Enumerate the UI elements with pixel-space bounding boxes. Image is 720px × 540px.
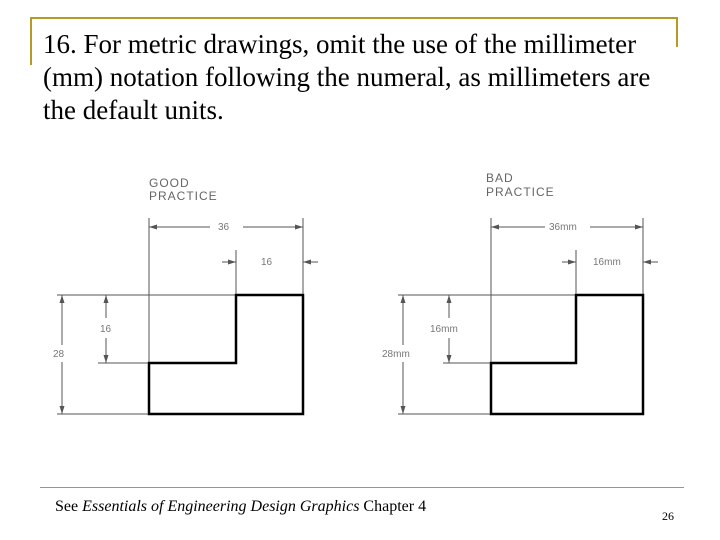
bad-dim-height: 28mm: [382, 349, 410, 360]
footer-book-title: Essentials of Engineering Design Graphics: [82, 498, 360, 515]
good-label-line1: GOOD: [149, 176, 190, 190]
good-dim-step-height: 16: [100, 324, 112, 335]
good-dim-width: 36: [218, 222, 230, 233]
top-accent-rule: [30, 17, 678, 19]
left-accent-rule: [30, 17, 32, 65]
slide-title: 16. For metric drawings, omit the use of the millimeter (mm) notation following the numeral, as millimeters are the default units.: [43, 29, 651, 125]
bad-arrowheads: [401, 225, 652, 415]
dimensioning-illustration: [0, 160, 720, 430]
bad-dim-step-width: 16mm: [593, 257, 621, 268]
bad-practice-drawing: [382, 171, 658, 414]
good-dim-height: 28: [53, 349, 65, 360]
footer-rule: [40, 487, 684, 488]
bad-label-line2: PRACTICE: [486, 185, 555, 199]
footer-chapter: Chapter 4: [363, 498, 427, 515]
footer-reference: [55, 498, 426, 516]
good-label-line2: PRACTICE: [149, 189, 218, 203]
good-l-shape-part: [149, 295, 303, 414]
footer-prefix: See: [55, 498, 83, 515]
good-practice-drawing: [53, 176, 318, 414]
bad-label-line1: BAD: [486, 171, 514, 185]
good-arrowheads: [60, 225, 312, 415]
bad-l-shape-part: [491, 295, 643, 414]
good-dim-step-width: 16: [261, 257, 273, 268]
bad-dim-step-height: 16mm: [430, 324, 458, 335]
bad-dim-width: 36mm: [549, 222, 577, 233]
page-number: 26: [662, 509, 674, 523]
bad-dimension-lines: [398, 218, 658, 414]
good-dimension-lines: [57, 218, 318, 414]
